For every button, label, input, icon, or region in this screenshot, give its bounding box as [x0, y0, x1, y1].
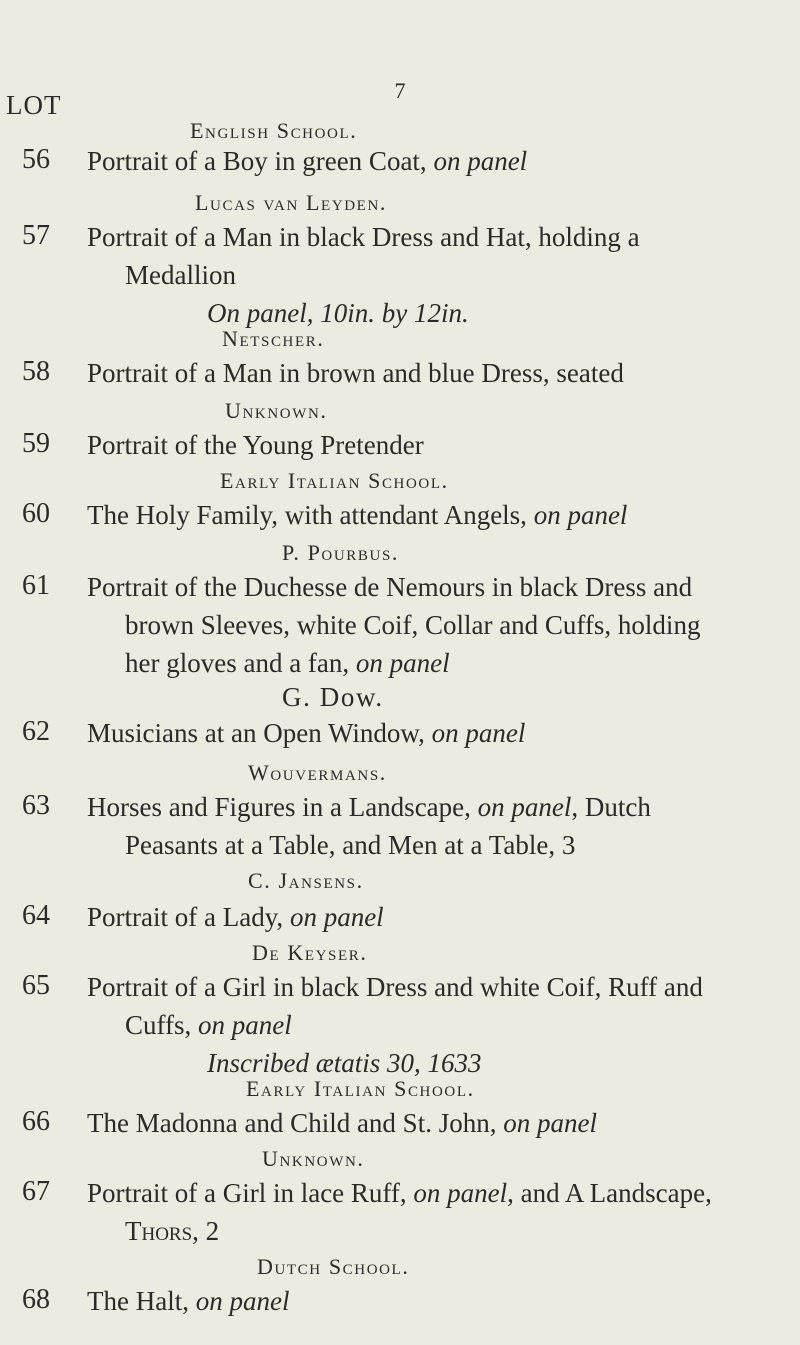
artist-name: Dutch School. — [257, 1254, 410, 1279]
artist-name: Netscher. — [222, 326, 325, 351]
artist-name: Early Italian School. — [220, 468, 449, 493]
artist-name: G. Dow. — [282, 682, 384, 712]
lot-number: 56 — [22, 144, 50, 175]
lot-number: 67 — [22, 1176, 50, 1207]
lot-number: 64 — [22, 900, 50, 931]
lot-description: Musicians at an Open Window, on panel — [87, 718, 526, 748]
lot-description: Portrait of a Man in black Dress and Hat, holding a Medallion On panel, 10in. by 12in. — [87, 222, 640, 328]
artist-name: Lucas van Leyden. — [195, 190, 387, 215]
lot-description: Portrait of a Lady, on panel — [87, 902, 384, 932]
artist-name: Wouvermans. — [248, 760, 387, 785]
artist-name: Unknown. — [225, 398, 328, 423]
lot-description: Portrait of a Boy in green Coat, on panel — [87, 146, 528, 176]
lot-number: 66 — [22, 1106, 50, 1137]
lot-description: Portrait of a Girl in black Dress and white Coif, Ruff and Cuffs, on panel Inscribed ætatis 30, 1633 — [87, 972, 703, 1078]
lot-description: Horses and Figures in a Landscape, on panel, Dutch Peasants at a Table, and Men at a Table, 3 — [87, 792, 651, 860]
lot-number: 63 — [22, 790, 50, 821]
lot-description: The Holy Family, with attendant Angels, on panel — [87, 500, 628, 530]
lot-description: Portrait of the Duchesse de Nemours in black Dress and brown Sleeves, white Coif, Collar and Cuffs, holding her gloves and a fan, on panel — [87, 572, 701, 678]
lot-description: Portrait of the Young Pretender — [87, 430, 424, 460]
lot-number: 58 — [22, 356, 50, 387]
artist-name: Early Italian School. — [246, 1076, 475, 1101]
artist-name: Unknown. — [262, 1146, 365, 1171]
lot-column-heading: LOT — [6, 90, 62, 120]
artist-name: De Keyser. — [252, 940, 368, 965]
lot-number: 61 — [22, 570, 50, 601]
lot-number: 57 — [22, 220, 50, 251]
lot-description: Portrait of a Girl in lace Ruff, on panel, and A Landscape, Thors, 2 — [87, 1178, 712, 1246]
lot-description: The Madonna and Child and St. John, on panel — [87, 1108, 597, 1138]
lot-number: 59 — [22, 428, 50, 459]
lot-description: Portrait of a Man in brown and blue Dress, seated — [87, 358, 624, 388]
artist-name: P. Pourbus. — [282, 540, 399, 565]
page-number: 7 — [394, 78, 406, 103]
lot-number: 62 — [22, 716, 50, 747]
lot-number: 60 — [22, 498, 50, 529]
lot-number: 68 — [22, 1284, 50, 1315]
artist-name: C. Jansens. — [248, 868, 364, 893]
lot-description: The Halt, on panel — [87, 1286, 290, 1316]
artist-name: English School. — [190, 118, 358, 143]
lot-number: 65 — [22, 970, 50, 1001]
